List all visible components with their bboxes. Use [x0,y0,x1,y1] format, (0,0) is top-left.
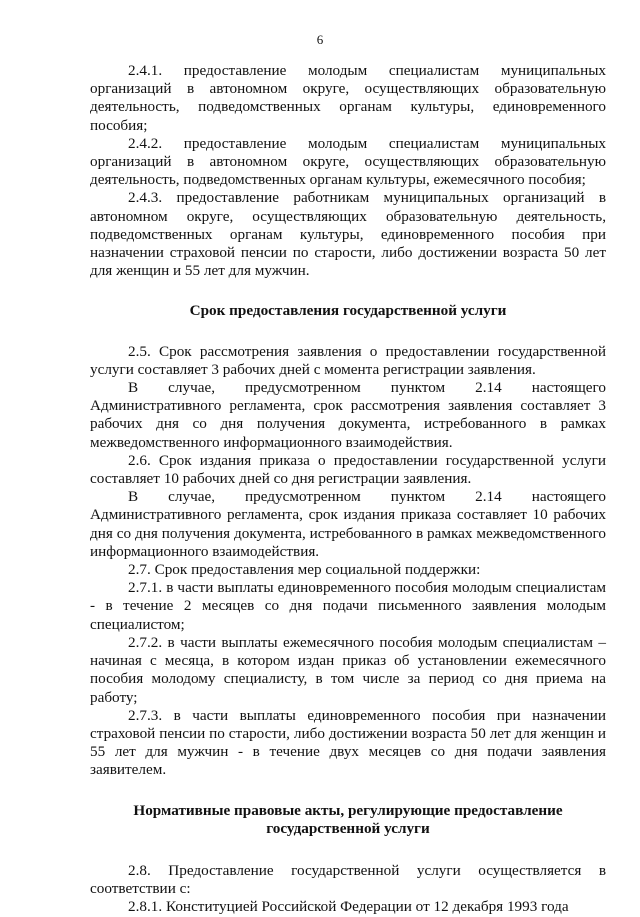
paragraph-2-4-2: 2.4.2. предоставление молодым специалистам муниципальных организаций в автономном округе, осуществляющих образовательную деятельность, подведомственных органам культуры, ежемесячного пособия; [90,134,606,189]
paragraph-2-6: 2.6. Срок издания приказа о предоставлении государственной услуги составляет 10 рабочих дней со дня регистрации заявления. [90,451,606,488]
page-content [90,62,606,917]
paragraph-2-7-3: 2.7.3. в части выплаты единовременного пособия при назначении страховой пенсии по старости, либо достижении возраста 50 лет для женщин и 55 лет для мужчин - в течение двух месяцев со дня подачи заявления заявителем. [90,706,606,779]
paragraph-2-7-1: 2.7.1. в части выплаты единовременного пособия молодым специалистам - в течение 2 месяцев со дня подачи письменного заявления молодым специалистом; [90,579,606,633]
paragraph-2-6-case: В случае, предусмотренном пунктом 2.14 настоящего Административного регламента, срок издания приказа составляет 10 рабочих дня со дня получения документа, истребованного в рамках межведомственного информационного взаимодействия. [90,488,606,560]
section-heading-legal-acts: Нормативные правовые акты, регулирующие предоставление государственной услуги [133,801,563,837]
paragraph-2-8-1: 2.8.1. Конституцией Российской Федерации от 12 декабря 1993 года [128,898,569,916]
paragraph-2-7-2: 2.7.2. в части выплаты ежемесячного пособия молодым специалистам – начиная с месяца, в котором издан приказ об установлении ежемесячного пособия молодому специалисту, в том числе за период со дня приема на работу; [90,633,606,706]
section-heading-service-term: Срок предоставления государственной услуги [189,302,507,320]
paragraph-2-4-1: 2.4.1. предоставление молодым специалистам муниципальных организаций в автономном округе, осуществляющих образовательную деятельность, подведомственных органам культуры, единовременного пособия; [90,62,606,134]
paragraph-2-4-3: 2.4.3. предоставление работникам муниципальных организаций в автономном округе, осуществляющих образовательную деятельность, подведомственных органам культуры, единовременного пособия при назначении страховой пенсии по старости, либо достижении возраста 50 лет для женщин и 55 лет для мужчин. [90,189,606,280]
paragraph-2-7: 2.7. Срок предоставления мер социальной поддержки: [128,561,481,579]
paragraph-2-5: 2.5. Срок рассмотрения заявления о предоставлении государственной услуги составляет 3 рабочих дней с момента регистрации заявления. [90,342,606,378]
paragraph-2-8: 2.8. Предоставление государственной услуги осуществляется в соответствии с: [90,861,606,898]
paragraph-2-5-case: В случае, предусмотренном пунктом 2.14 настоящего Административного регламента, срок рассмотрения заявления составляет 3 рабочих дня со дня получения документа, истребованного в рамках межведомственного информационного взаимодействия. [90,379,606,451]
page-number: 6 [316,32,324,47]
